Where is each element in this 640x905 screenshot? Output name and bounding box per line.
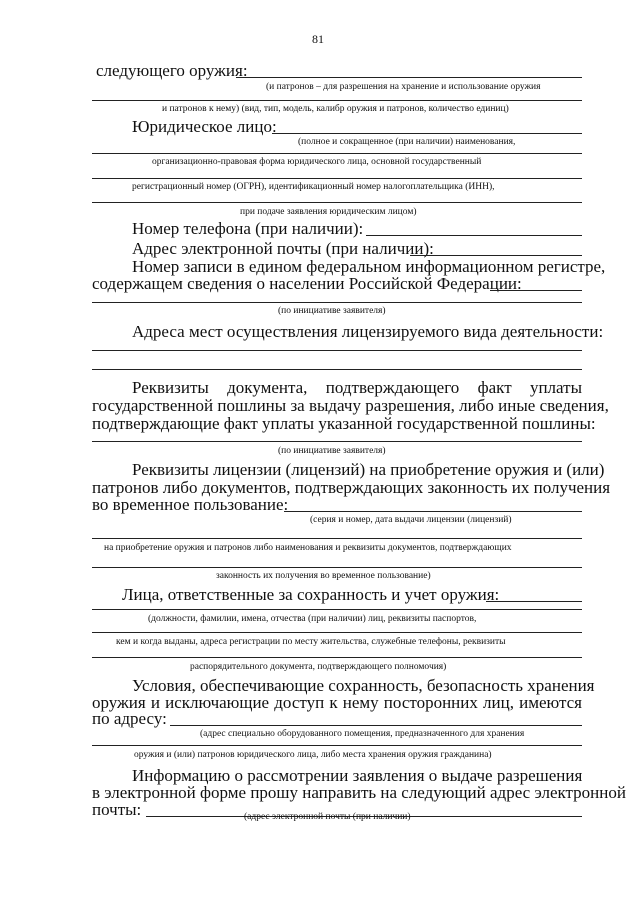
persons-note-3: распорядительного документа, подтверждающего полномочия) bbox=[190, 662, 447, 672]
addresses-input-line-1[interactable] bbox=[92, 350, 582, 351]
addresses-label: Адреса мест осуществления лицензируемого вида деятельности: bbox=[132, 322, 604, 341]
legal-entity-label: Юридическое лицо: bbox=[132, 117, 277, 136]
info-text-line-3: почты: bbox=[92, 800, 142, 819]
persons-input-line-2[interactable] bbox=[92, 609, 582, 610]
weapons-label: следующего оружия: bbox=[96, 61, 248, 80]
storage-note-2: оружия и (или) патронов юридического лица, либо места хранения оружия гражданина) bbox=[134, 750, 492, 760]
registry-input-line-2[interactable] bbox=[92, 302, 582, 303]
email-input-line[interactable] bbox=[410, 255, 582, 256]
info-text-line-2: в электронной форме прошу направить на следующий адрес электронной bbox=[92, 783, 626, 802]
persons-note-1: (должности, фамилии, имена, отчества (при наличии) лиц, реквизиты паспортов, bbox=[148, 614, 477, 624]
fee-text-line-1: Реквизиты документа, подтверждающего факт уплаты bbox=[132, 378, 582, 397]
persons-note-2: кем и когда выданы, адреса регистрации по месту жительства, служебные телефоны, реквизиты bbox=[116, 637, 506, 647]
license-input-line[interactable] bbox=[284, 511, 582, 512]
registry-note: (по инициативе заявителя) bbox=[278, 306, 386, 316]
persons-input-line-4[interactable] bbox=[92, 657, 582, 658]
addresses-input-line-2[interactable] bbox=[92, 369, 582, 370]
page-number: 81 bbox=[312, 32, 324, 46]
storage-note-1: (адрес специально оборудованного помещения, предназначенного для хранения bbox=[200, 729, 525, 739]
weapons-note-1: (и патронов – для разрешения на хранение и использование оружия bbox=[266, 82, 541, 92]
phone-input-line[interactable] bbox=[366, 235, 582, 236]
registry-text-line-1: Номер записи в едином федеральном информационном регистре, bbox=[132, 257, 606, 276]
license-note-2: на приобретение оружия и патронов либо наименования и реквизиты документов, подтверждающих bbox=[104, 543, 512, 553]
info-text-line-1: Информацию о рассмотрении заявления о выдаче разрешения bbox=[132, 766, 583, 785]
registry-input-line[interactable] bbox=[490, 290, 582, 291]
legal-entity-note-1: (полное и сокращенное (при наличии) наименования, bbox=[298, 137, 516, 147]
storage-text-line-3: по адресу: bbox=[92, 709, 167, 728]
license-note-3: законность их получения во временное пользование) bbox=[216, 571, 431, 581]
info-note: (адрес электронной почты (при наличии) bbox=[244, 812, 411, 822]
fee-input-line[interactable] bbox=[92, 441, 582, 442]
legal-entity-input-line-3[interactable] bbox=[92, 178, 582, 179]
registry-text-line-2: содержащем сведения о населении Российской Федерации: bbox=[92, 274, 522, 293]
license-input-line-2[interactable] bbox=[92, 538, 582, 539]
storage-input-line[interactable] bbox=[170, 725, 582, 726]
persons-input-line[interactable] bbox=[486, 601, 582, 602]
license-text-line-3: во временное пользование: bbox=[92, 495, 289, 514]
fee-note: (по инициативе заявителя) bbox=[278, 446, 386, 456]
license-input-line-3[interactable] bbox=[92, 567, 582, 568]
persons-input-line-3[interactable] bbox=[92, 632, 582, 633]
legal-entity-note-2: организационно-правовая форма юридического лица, основной государственный bbox=[152, 157, 482, 167]
license-text-line-2: патронов либо документов, подтверждающих законность их получения bbox=[92, 478, 611, 497]
legal-entity-input-line-2[interactable] bbox=[92, 153, 582, 154]
storage-text-line-2: оружия и исключающие доступ к нему посторонних лиц, имеются bbox=[92, 693, 582, 712]
fee-text-line-2: государственной пошлины за выдачу разрешения, либо иные сведения, bbox=[92, 396, 609, 415]
legal-entity-input-line-4[interactable] bbox=[92, 202, 582, 203]
weapons-input-line[interactable] bbox=[236, 77, 582, 78]
weapons-input-line-2[interactable] bbox=[92, 100, 582, 101]
license-note-1: (серия и номер, дата выдачи лицензии (лицензий) bbox=[310, 515, 512, 525]
license-text-line-1: Реквизиты лицензии (лицензий) на приобретение оружия и (или) bbox=[132, 460, 605, 479]
persons-label: Лица, ответственные за сохранность и учет оружия: bbox=[122, 585, 500, 604]
storage-input-line-2[interactable] bbox=[92, 745, 582, 746]
fee-text-line-3: подтверждающие факт уплаты указанной государственной пошлины: bbox=[92, 414, 596, 433]
legal-entity-note-3: регистрационный номер (ОГРН), идентификационный номер налогоплательщика (ИНН), bbox=[132, 182, 495, 192]
weapons-note-2: и патронов к нему) (вид, тип, модель, калибр оружия и патронов, количество единиц) bbox=[162, 104, 509, 114]
email-label: Адрес электронной почты (при наличии): bbox=[132, 239, 434, 258]
phone-label: Номер телефона (при наличии): bbox=[132, 219, 364, 238]
legal-entity-note-4: при подаче заявления юридическим лицом) bbox=[240, 207, 417, 217]
legal-entity-input-line[interactable] bbox=[272, 133, 582, 134]
storage-text-line-1: Условия, обеспечивающие сохранность, безопасность хранения bbox=[132, 676, 595, 695]
